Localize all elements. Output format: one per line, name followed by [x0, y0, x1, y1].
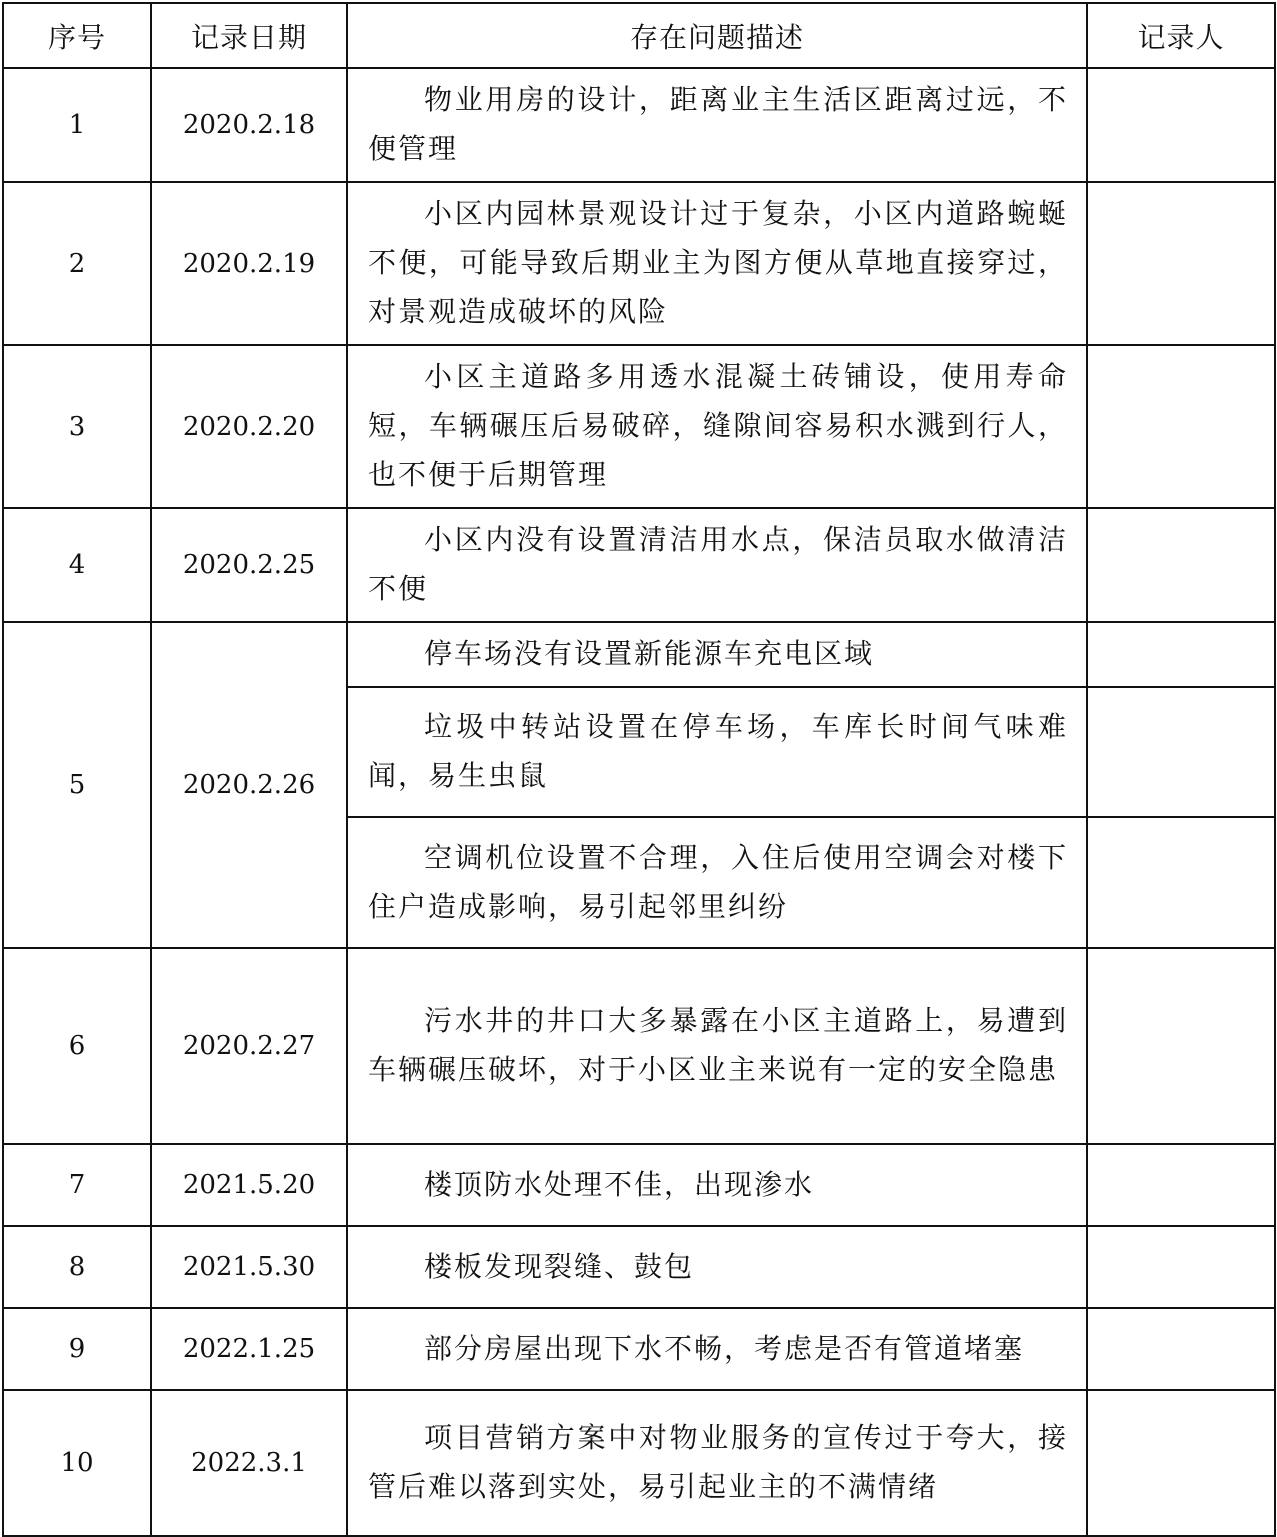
- row-recorder: [1087, 1308, 1275, 1390]
- row-date: 2021.5.20: [151, 1144, 347, 1226]
- row-no: 4: [3, 508, 151, 622]
- row-date: 2020.2.26: [151, 622, 347, 948]
- row-no: 7: [3, 1144, 151, 1226]
- row-date: 2020.2.18: [151, 68, 347, 182]
- table-row: [3, 345, 1275, 508]
- row-no: 8: [3, 1226, 151, 1308]
- row-description: 小区主道路多用透水混凝土砖铺设，使用寿命短，车辆碾压后易破碎，缝隙间容易积水溅到行人，也不便于后期管理: [347, 345, 1087, 508]
- row-recorder: [1087, 948, 1275, 1144]
- row-description: 污水井的井口大多暴露在小区主道路上，易遭到车辆碾压破坏，对于小区业主来说有一定的安全隐患: [347, 948, 1087, 1144]
- row-no: 5: [3, 622, 151, 948]
- row-description: 物业用房的设计，距离业主生活区距离过远，不便管理: [347, 68, 1087, 182]
- header-description: 存在问题描述: [347, 3, 1087, 68]
- row-description: 项目营销方案中对物业服务的宣传过于夸大，接管后难以落到实处，易引起业主的不满情绪: [347, 1390, 1087, 1536]
- row-no: 1: [3, 68, 151, 182]
- row-date: 2020.2.25: [151, 508, 347, 622]
- table-row: [3, 1308, 1275, 1390]
- row-recorder: [1087, 508, 1275, 622]
- row-recorder: [1087, 345, 1275, 508]
- row-description: 部分房屋出现下水不畅，考虑是否有管道堵塞: [347, 1308, 1087, 1390]
- row-recorder: [1087, 68, 1275, 182]
- row-recorder: [1087, 182, 1275, 345]
- row-date: 2022.1.25: [151, 1308, 347, 1390]
- row-no: 6: [3, 948, 151, 1144]
- table-row: [3, 1390, 1275, 1536]
- table-row: [3, 1144, 1275, 1226]
- row-description: 停车场没有设置新能源车充电区域: [347, 622, 1087, 687]
- header-date: 记录日期: [151, 3, 347, 68]
- row-recorder: [1087, 622, 1275, 687]
- row-description: 楼顶防水处理不佳，出现渗水: [347, 1144, 1087, 1226]
- table-row: [3, 68, 1275, 182]
- row-recorder: [1087, 1390, 1275, 1536]
- table-row: [3, 1226, 1275, 1308]
- table-row: [3, 182, 1275, 345]
- row-no: 9: [3, 1308, 151, 1390]
- row-description: 小区内园林景观设计过于复杂，小区内道路蜿蜒不便，可能导致后期业主为图方便从草地直接穿过，对景观造成破坏的风险: [347, 182, 1087, 345]
- issue-record-table: [2, 2, 1276, 1537]
- row-description: 楼板发现裂缝、鼓包: [347, 1226, 1087, 1308]
- row-recorder: [1087, 687, 1275, 817]
- row-no: 10: [3, 1390, 151, 1536]
- table-row: [3, 508, 1275, 622]
- header-no: 序号: [3, 3, 151, 68]
- row-no: 3: [3, 345, 151, 508]
- table-row: [3, 622, 1275, 687]
- row-date: 2020.2.20: [151, 345, 347, 508]
- row-date: 2021.5.30: [151, 1226, 347, 1308]
- header-recorder: 记录人: [1087, 3, 1275, 68]
- row-date: 2020.2.19: [151, 182, 347, 345]
- row-recorder: [1087, 817, 1275, 948]
- row-description: 垃圾中转站设置在停车场，车库长时间气味难闻，易生虫鼠: [347, 687, 1087, 817]
- row-recorder: [1087, 1226, 1275, 1308]
- row-no: 2: [3, 182, 151, 345]
- table-row: [3, 948, 1275, 1144]
- row-recorder: [1087, 1144, 1275, 1226]
- row-description: 空调机位设置不合理，入住后使用空调会对楼下住户造成影响，易引起邻里纠纷: [347, 817, 1087, 948]
- row-date: 2020.2.27: [151, 948, 347, 1144]
- table-header-row: [3, 3, 1275, 68]
- row-date: 2022.3.1: [151, 1390, 347, 1536]
- row-description: 小区内没有设置清洁用水点，保洁员取水做清洁不便: [347, 508, 1087, 622]
